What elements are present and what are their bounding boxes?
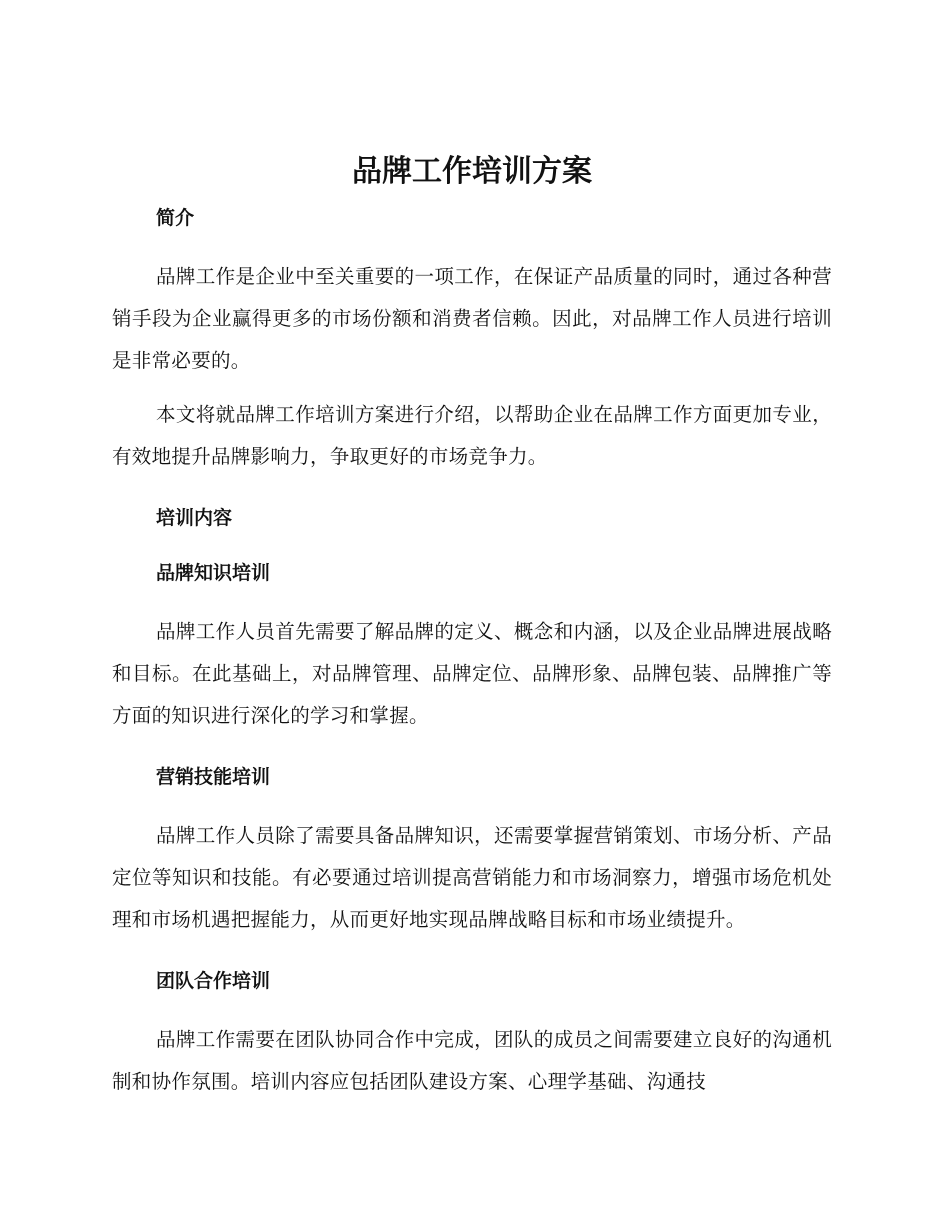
content-heading: 培训内容 — [156, 507, 233, 529]
intro-paragraph-1: 品牌工作是企业中至关重要的一项工作，在保证产品质量的同时，通过各种营销手段为企业赢得更多的市场份额和消费者信赖。因此，对品牌工作人员进行培训是非常必要的。 — [112, 265, 832, 372]
brand-knowledge-paragraph: 品牌工作人员首先需要了解品牌的定义、概念和内涵，以及企业品牌进展战略和目标。在此基础上，对品牌管理、品牌定位、品牌形象、品牌包装、品牌推广等方面的知识进行深化的学习和掌握。 — [112, 620, 832, 727]
document-title: 品牌工作培训方案 — [352, 154, 592, 189]
teamwork-paragraph: 品牌工作需要在团队协同合作中完成，团队的成员之间需要建立良好的沟通机制和协作氛围。培训内容应包括团队建设方案、心理学基础、沟通技 — [112, 1028, 832, 1093]
document-page — [112, 150, 832, 1103]
marketing-skills-paragraph: 品牌工作人员除了需要具备品牌知识，还需要掌握营销策划、市场分析、产品定位等知识和技能。有必要通过培训提高营销能力和市场洞察力，增强市场危机处理和市场机遇把握能力，从而更好地实现品牌战略目标和市场业绩提升。 — [112, 824, 832, 931]
intro-paragraph-2: 本文将就品牌工作培训方案进行介绍，以帮助企业在品牌工作方面更加专业，有效地提升品牌影响力，争取更好的市场竞争力。 — [112, 403, 832, 468]
brand-knowledge-heading: 品牌知识培训 — [156, 562, 271, 584]
teamwork-heading: 团队合作培训 — [156, 970, 271, 992]
intro-heading: 简介 — [156, 207, 195, 229]
marketing-skills-heading: 营销技能培训 — [156, 766, 271, 788]
